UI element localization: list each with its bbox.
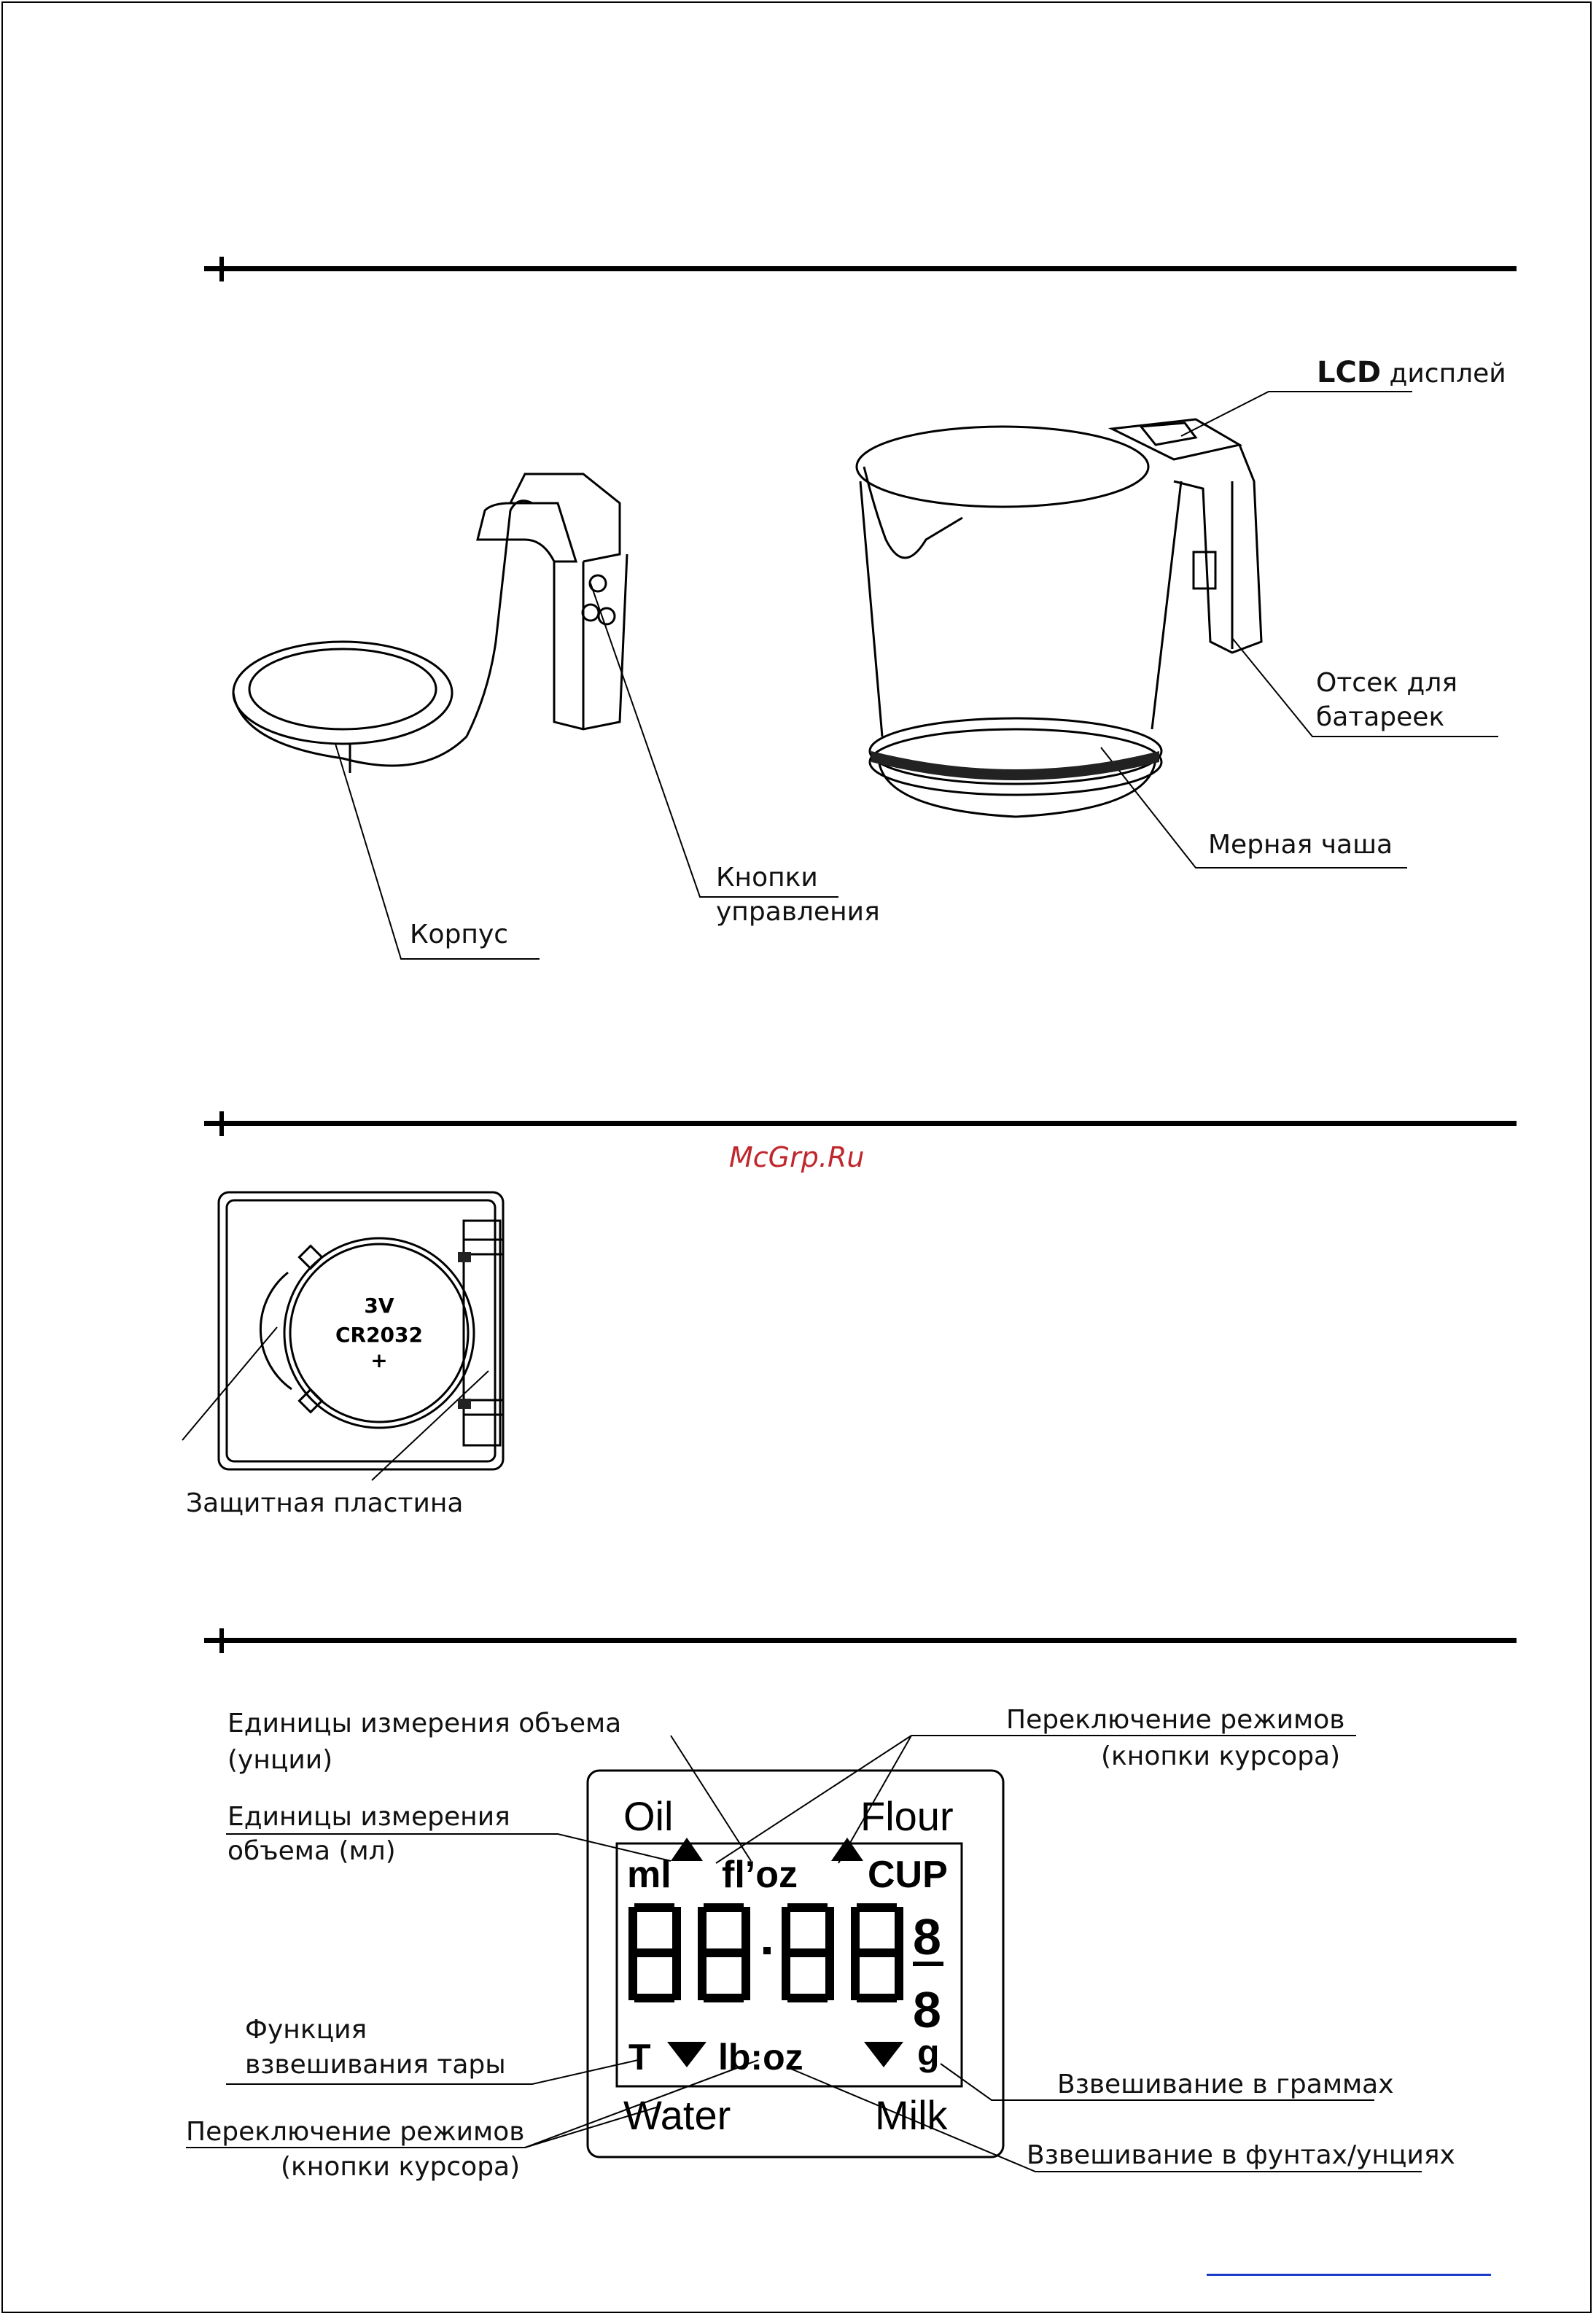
lcd-frac-bottom: 8	[913, 1981, 941, 2038]
lcd-floz: fl’oz	[722, 1854, 798, 1896]
protective-plate-label: Защитная пластина	[186, 1488, 464, 1518]
tare-label-line1: Функция	[245, 2015, 367, 2045]
mode-switch-top-line1: Переключение режимов	[1006, 1705, 1345, 1735]
battery-voltage: 3V	[364, 1294, 394, 1318]
lcd-milk: Milk	[875, 2092, 948, 2138]
cup-label: Мерная чаша	[1208, 830, 1393, 860]
leader-lines	[182, 392, 1498, 2172]
lcd-water: Water	[623, 2092, 731, 2138]
buttons-label-line2: управления	[716, 897, 880, 927]
pounds-ounces-label: Взвешивание в фунтах/унциях	[1027, 2140, 1455, 2170]
lcd-label-bold: LCD	[1317, 356, 1382, 389]
battery-label-line1: Отсек для	[1316, 668, 1457, 698]
body-label: Корпус	[410, 920, 509, 949]
measuring-cup-drawing	[857, 419, 1261, 817]
grams-label: Взвешивание в граммах	[1057, 2070, 1394, 2099]
battery-polarity: +	[370, 1348, 388, 1372]
lcd-cup: CUP	[868, 1854, 948, 1896]
lcd-lboz: lb:oz	[718, 2037, 803, 2078]
lcd-ml: ml	[627, 1854, 672, 1896]
battery-label-line2: батареек	[1316, 702, 1445, 732]
mode-switch-bottom-line1: Переключение режимов	[186, 2117, 525, 2147]
footer-link-underline[interactable]	[1207, 2274, 1491, 2276]
lcd-g: g	[917, 2032, 940, 2073]
mode-switch-top-line2: (кнопки курсора)	[1101, 1741, 1341, 1771]
lcd-flour: Flour	[860, 1793, 954, 1839]
volume-oz-label-line1: Единицы измерения объема	[227, 1709, 622, 1738]
lcd-oil: Oil	[623, 1793, 674, 1839]
lcd-display-label	[1317, 355, 1506, 392]
volume-ml-label-line2: объема (мл)	[227, 1836, 396, 1866]
mode-switch-bottom-line2: (кнопки курсора)	[281, 2152, 521, 2182]
screwdriver-drawing	[182, 1320, 284, 1440]
scale-body-drawing	[233, 474, 627, 773]
watermark: McGrp.Ru	[729, 1141, 865, 1173]
volume-oz-label-line2: (унции)	[227, 1745, 333, 1775]
lcd-tare: T	[628, 2037, 651, 2078]
tare-label-line2: взвешивания тары	[245, 2050, 506, 2080]
lcd-label-rest: дисплей	[1381, 359, 1506, 389]
volume-ml-label-line1: Единицы измерения	[227, 1802, 510, 1832]
battery-model: CR2032	[335, 1323, 424, 1347]
buttons-label-line1: Кнопки	[716, 863, 818, 893]
lcd-frac-top: 8	[913, 1908, 941, 1965]
